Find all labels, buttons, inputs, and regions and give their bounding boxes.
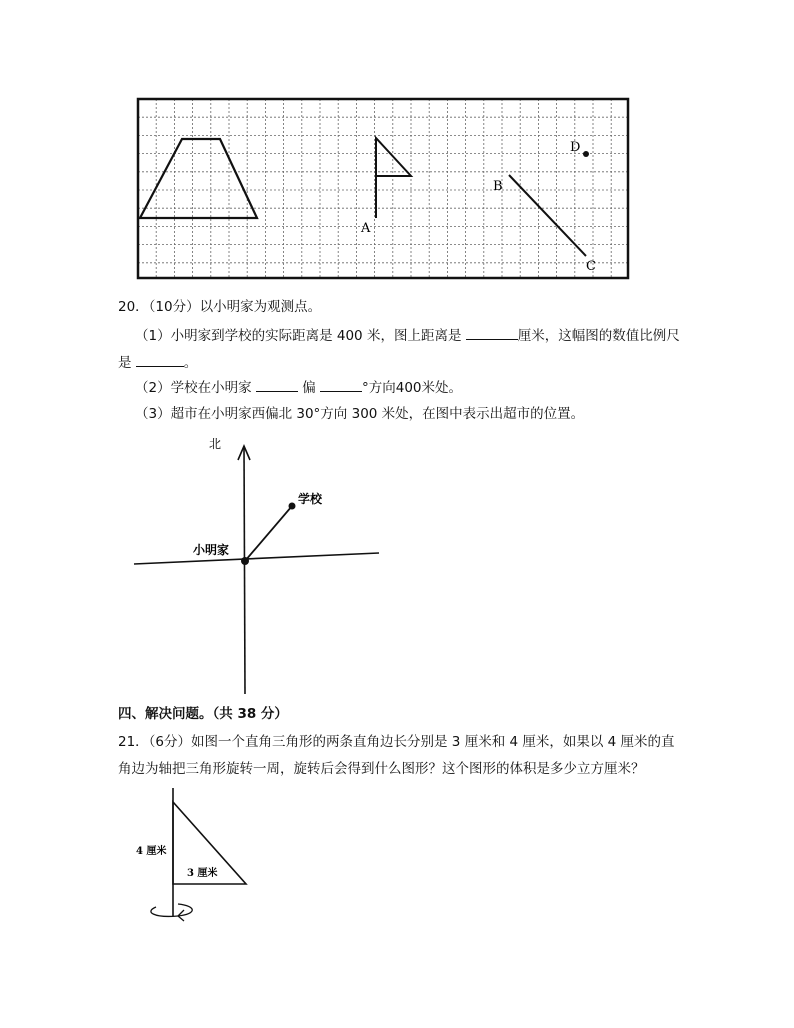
grid-lines: [138, 99, 628, 278]
q20-p2-text-c: °方向400米处。: [361, 380, 463, 396]
q20-header: 20．（10分）以小明家为观测点。: [118, 299, 322, 315]
q20-p2-blank-2[interactable]: [320, 377, 362, 392]
label-d: D: [570, 140, 581, 155]
home-dot: [241, 557, 249, 565]
east-west-axis: [134, 553, 379, 564]
label-c: C: [586, 259, 596, 274]
label-a: A: [361, 221, 371, 236]
grid-figure: [130, 92, 635, 288]
trapezoid-shape: [140, 139, 257, 218]
q21-line2: 角边为轴把三角形旋转一周，旋转后会得到什么图形？这个图形的体积是多少立方厘米？: [118, 761, 645, 777]
grid-border: [138, 99, 628, 278]
map-figure: [130, 430, 385, 696]
home-label: 小明家: [193, 543, 230, 557]
school-dot: [289, 503, 296, 510]
grid-svg: [130, 92, 635, 288]
map-svg: [130, 430, 385, 696]
q20-p1-text-c: 是: [118, 355, 132, 371]
rotation-svg: [132, 786, 257, 928]
q20-p1-blank-2[interactable]: [136, 352, 184, 367]
school-line: [245, 506, 292, 561]
section-title: 四、解决问题。（共 38 分）: [118, 706, 288, 722]
q20-p2-text-a: （2）学校在小明家: [135, 380, 252, 396]
q21-line1: 21．（6分）如图一个直角三角形的两条直角边长分别是 3 厘米和 4 厘米，如果以 4 厘米的直: [118, 734, 675, 750]
north-south-axis: [244, 446, 245, 694]
rotation-figure: [132, 786, 257, 928]
q20-part1: [135, 325, 680, 346]
q20-p2-blank-1[interactable]: [256, 377, 298, 392]
q20-part1-cont: [118, 352, 197, 373]
q20-part3: （3）超市在小明家西偏北 30°方向 300 米处，在图中表示出超市的位置。: [135, 406, 585, 422]
rotation-arrow-icon: [151, 904, 192, 916]
point-d: [583, 151, 589, 157]
north-label: 北: [209, 437, 222, 451]
label-3cm: 3 厘米: [187, 868, 218, 879]
q20-p2-text-b: 偏: [302, 380, 316, 396]
q20-p1-text-b: 厘米，这幅图的数值比例尺: [517, 328, 680, 344]
q20-p1-blank-1[interactable]: [466, 325, 518, 340]
q20-p1-text-d: 。: [183, 355, 198, 371]
label-b: B: [493, 179, 503, 194]
right-triangle-shape: [376, 138, 411, 176]
school-label: 学校: [298, 492, 323, 506]
q20-part2: [135, 377, 462, 398]
label-4cm: 4 厘米: [136, 846, 167, 857]
q20-p1-text-a: （1）小明家到学校的实际距离是 400 米，图上距离是: [135, 328, 462, 344]
